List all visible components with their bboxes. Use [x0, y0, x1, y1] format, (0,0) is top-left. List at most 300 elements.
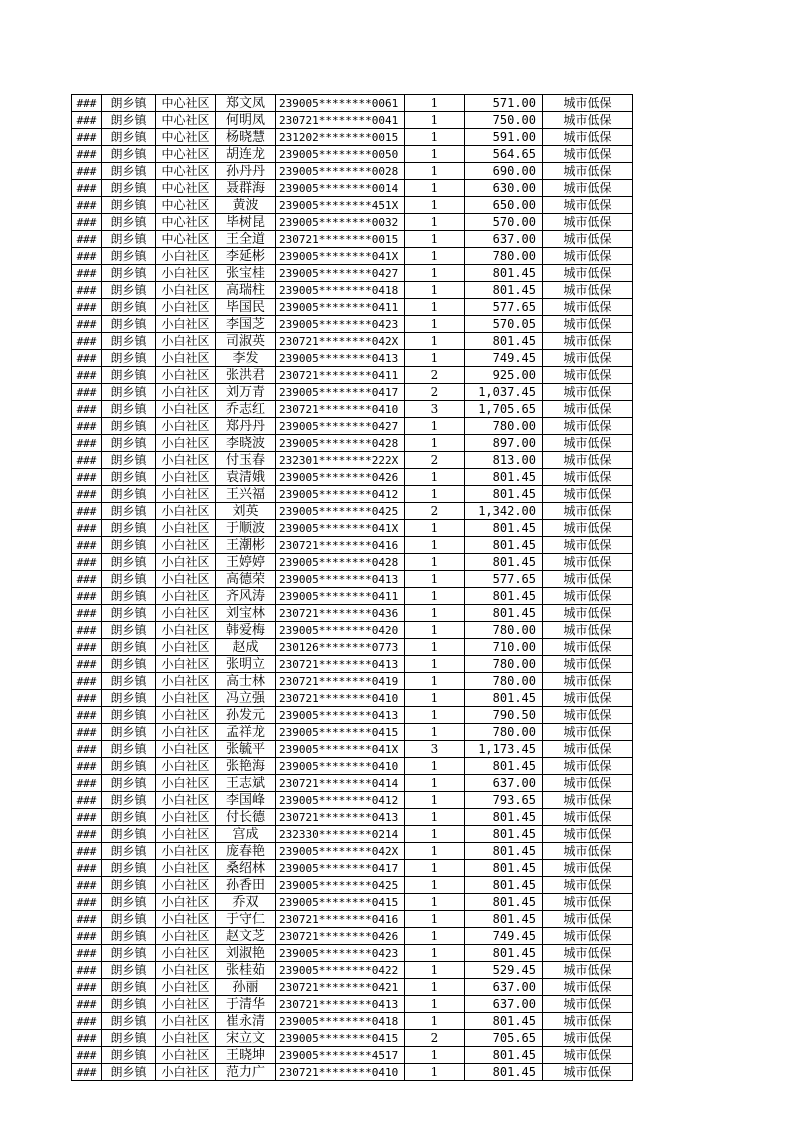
household-size-cell: 1 [405, 843, 465, 860]
town-cell: 朗乡镇 [102, 792, 156, 809]
table-row [72, 231, 633, 248]
id-number-cell: 230126********0773 [276, 639, 405, 656]
row-index-cell: ### [72, 180, 102, 197]
id-number-cell: 230721********0421 [276, 979, 405, 996]
town-cell: 朗乡镇 [102, 537, 156, 554]
name-cell: 高士林 [216, 673, 276, 690]
id-number-cell: 239005********0418 [276, 282, 405, 299]
name-cell: 司淑英 [216, 333, 276, 350]
table-row [72, 299, 633, 316]
table-row [72, 656, 633, 673]
category-cell: 城市低保 [543, 656, 633, 673]
community-cell: 小白社区 [156, 520, 216, 537]
name-cell: 王潮彬 [216, 537, 276, 554]
row-index-cell: ### [72, 503, 102, 520]
community-cell: 小白社区 [156, 333, 216, 350]
town-cell: 朗乡镇 [102, 418, 156, 435]
household-size-cell: 1 [405, 707, 465, 724]
town-cell: 朗乡镇 [102, 707, 156, 724]
table-row [72, 673, 633, 690]
id-number-cell: 232330********0214 [276, 826, 405, 843]
category-cell: 城市低保 [543, 214, 633, 231]
id-number-cell: 239005********0423 [276, 945, 405, 962]
community-cell: 小白社区 [156, 826, 216, 843]
name-cell: 何明凤 [216, 112, 276, 129]
town-cell: 朗乡镇 [102, 826, 156, 843]
category-cell: 城市低保 [543, 418, 633, 435]
household-size-cell: 2 [405, 1030, 465, 1047]
amount-cell: 801.45 [465, 1047, 543, 1064]
town-cell: 朗乡镇 [102, 112, 156, 129]
table-row [72, 180, 633, 197]
id-number-cell: 239005********0410 [276, 758, 405, 775]
household-size-cell: 1 [405, 554, 465, 571]
id-number-cell: 230721********0410 [276, 401, 405, 418]
row-index-cell: ### [72, 775, 102, 792]
amount-cell: 780.00 [465, 656, 543, 673]
name-cell: 刘宝林 [216, 605, 276, 622]
name-cell: 乔志红 [216, 401, 276, 418]
row-index-cell: ### [72, 571, 102, 588]
table-row [72, 826, 633, 843]
amount-cell: 637.00 [465, 979, 543, 996]
town-cell: 朗乡镇 [102, 1013, 156, 1030]
amount-cell: 637.00 [465, 996, 543, 1013]
amount-cell: 780.00 [465, 622, 543, 639]
town-cell: 朗乡镇 [102, 350, 156, 367]
data-table [71, 94, 633, 1081]
category-cell: 城市低保 [543, 758, 633, 775]
town-cell: 朗乡镇 [102, 384, 156, 401]
row-index-cell: ### [72, 401, 102, 418]
household-size-cell: 1 [405, 792, 465, 809]
category-cell: 城市低保 [543, 469, 633, 486]
row-index-cell: ### [72, 911, 102, 928]
category-cell: 城市低保 [543, 588, 633, 605]
household-size-cell: 1 [405, 1064, 465, 1081]
id-number-cell: 239005********041X [276, 520, 405, 537]
id-number-cell: 239005********0428 [276, 554, 405, 571]
household-size-cell: 1 [405, 350, 465, 367]
id-number-cell: 230721********0419 [276, 673, 405, 690]
town-cell: 朗乡镇 [102, 979, 156, 996]
household-size-cell: 1 [405, 299, 465, 316]
table-row [72, 1064, 633, 1081]
household-size-cell: 1 [405, 588, 465, 605]
id-number-cell: 230721********0411 [276, 367, 405, 384]
name-cell: 于清华 [216, 996, 276, 1013]
row-index-cell: ### [72, 163, 102, 180]
table-row [72, 486, 633, 503]
amount-cell: 750.00 [465, 112, 543, 129]
town-cell: 朗乡镇 [102, 690, 156, 707]
town-cell: 朗乡镇 [102, 367, 156, 384]
amount-cell: 801.45 [465, 333, 543, 350]
table-row [72, 333, 633, 350]
town-cell: 朗乡镇 [102, 605, 156, 622]
household-size-cell: 2 [405, 367, 465, 384]
town-cell: 朗乡镇 [102, 860, 156, 877]
town-cell: 朗乡镇 [102, 163, 156, 180]
id-number-cell: 239005********0413 [276, 571, 405, 588]
amount-cell: 801.45 [465, 809, 543, 826]
category-cell: 城市低保 [543, 401, 633, 418]
name-cell: 冯立强 [216, 690, 276, 707]
community-cell: 中心社区 [156, 112, 216, 129]
amount-cell: 801.45 [465, 1064, 543, 1081]
table-row [72, 469, 633, 486]
household-size-cell: 1 [405, 724, 465, 741]
household-size-cell: 1 [405, 163, 465, 180]
amount-cell: 690.00 [465, 163, 543, 180]
town-cell: 朗乡镇 [102, 775, 156, 792]
amount-cell: 801.45 [465, 469, 543, 486]
town-cell: 朗乡镇 [102, 588, 156, 605]
town-cell: 朗乡镇 [102, 520, 156, 537]
town-cell: 朗乡镇 [102, 282, 156, 299]
table-row [72, 707, 633, 724]
amount-cell: 1,342.00 [465, 503, 543, 520]
table-row [72, 316, 633, 333]
town-cell: 朗乡镇 [102, 996, 156, 1013]
household-size-cell: 1 [405, 418, 465, 435]
id-number-cell: 230721********0413 [276, 809, 405, 826]
row-index-cell: ### [72, 112, 102, 129]
amount-cell: 801.45 [465, 894, 543, 911]
id-number-cell: 230721********0426 [276, 928, 405, 945]
amount-cell: 571.00 [465, 95, 543, 112]
table-row [72, 265, 633, 282]
community-cell: 小白社区 [156, 401, 216, 418]
community-cell: 中心社区 [156, 163, 216, 180]
category-cell: 城市低保 [543, 877, 633, 894]
town-cell: 朗乡镇 [102, 197, 156, 214]
id-number-cell: 239005********0427 [276, 265, 405, 282]
category-cell: 城市低保 [543, 1047, 633, 1064]
amount-cell: 1,705.65 [465, 401, 543, 418]
community-cell: 中心社区 [156, 95, 216, 112]
name-cell: 刘淑艳 [216, 945, 276, 962]
row-index-cell: ### [72, 877, 102, 894]
town-cell: 朗乡镇 [102, 809, 156, 826]
town-cell: 朗乡镇 [102, 95, 156, 112]
town-cell: 朗乡镇 [102, 758, 156, 775]
category-cell: 城市低保 [543, 639, 633, 656]
household-size-cell: 1 [405, 758, 465, 775]
amount-cell: 801.45 [465, 690, 543, 707]
name-cell: 桑绍林 [216, 860, 276, 877]
id-number-cell: 239005********0050 [276, 146, 405, 163]
row-index-cell: ### [72, 333, 102, 350]
id-number-cell: 239005********0422 [276, 962, 405, 979]
community-cell: 小白社区 [156, 554, 216, 571]
community-cell: 小白社区 [156, 690, 216, 707]
town-cell: 朗乡镇 [102, 214, 156, 231]
row-index-cell: ### [72, 1030, 102, 1047]
table-row [72, 877, 633, 894]
category-cell: 城市低保 [543, 129, 633, 146]
row-index-cell: ### [72, 809, 102, 826]
category-cell: 城市低保 [543, 843, 633, 860]
id-number-cell: 239005********041X [276, 741, 405, 758]
category-cell: 城市低保 [543, 775, 633, 792]
amount-cell: 780.00 [465, 418, 543, 435]
household-size-cell: 2 [405, 503, 465, 520]
category-cell: 城市低保 [543, 826, 633, 843]
amount-cell: 801.45 [465, 877, 543, 894]
household-size-cell: 2 [405, 384, 465, 401]
id-number-cell: 239005********0427 [276, 418, 405, 435]
row-index-cell: ### [72, 214, 102, 231]
household-size-cell: 1 [405, 945, 465, 962]
town-cell: 朗乡镇 [102, 741, 156, 758]
table-row [72, 571, 633, 588]
id-number-cell: 239005********0415 [276, 1030, 405, 1047]
category-cell: 城市低保 [543, 962, 633, 979]
town-cell: 朗乡镇 [102, 503, 156, 520]
amount-cell: 801.45 [465, 265, 543, 282]
category-cell: 城市低保 [543, 180, 633, 197]
name-cell: 郑文凤 [216, 95, 276, 112]
amount-cell: 637.00 [465, 775, 543, 792]
name-cell: 张洪君 [216, 367, 276, 384]
row-index-cell: ### [72, 860, 102, 877]
category-cell: 城市低保 [543, 350, 633, 367]
row-index-cell: ### [72, 418, 102, 435]
name-cell: 孟祥龙 [216, 724, 276, 741]
row-index-cell: ### [72, 1013, 102, 1030]
household-size-cell: 1 [405, 248, 465, 265]
community-cell: 小白社区 [156, 809, 216, 826]
household-size-cell: 1 [405, 996, 465, 1013]
row-index-cell: ### [72, 792, 102, 809]
id-number-cell: 239005********0413 [276, 707, 405, 724]
name-cell: 张宝桂 [216, 265, 276, 282]
amount-cell: 801.45 [465, 520, 543, 537]
household-size-cell: 1 [405, 197, 465, 214]
town-cell: 朗乡镇 [102, 945, 156, 962]
name-cell: 毕国民 [216, 299, 276, 316]
community-cell: 小白社区 [156, 843, 216, 860]
household-size-cell: 1 [405, 180, 465, 197]
amount-cell: 801.45 [465, 486, 543, 503]
name-cell: 王婷婷 [216, 554, 276, 571]
town-cell: 朗乡镇 [102, 571, 156, 588]
id-number-cell: 230721********0410 [276, 690, 405, 707]
table-row [72, 758, 633, 775]
household-size-cell: 1 [405, 1013, 465, 1030]
row-index-cell: ### [72, 945, 102, 962]
id-number-cell: 239005********0415 [276, 724, 405, 741]
amount-cell: 801.45 [465, 860, 543, 877]
table-row [72, 503, 633, 520]
category-cell: 城市低保 [543, 163, 633, 180]
category-cell: 城市低保 [543, 792, 633, 809]
community-cell: 小白社区 [156, 911, 216, 928]
table-row [72, 724, 633, 741]
id-number-cell: 230721********0416 [276, 537, 405, 554]
town-cell: 朗乡镇 [102, 1030, 156, 1047]
table-row [72, 911, 633, 928]
category-cell: 城市低保 [543, 520, 633, 537]
table-row [72, 452, 633, 469]
row-index-cell: ### [72, 996, 102, 1013]
community-cell: 小白社区 [156, 588, 216, 605]
community-cell: 小白社区 [156, 605, 216, 622]
community-cell: 中心社区 [156, 180, 216, 197]
table-row [72, 1013, 633, 1030]
row-index-cell: ### [72, 537, 102, 554]
name-cell: 聂群海 [216, 180, 276, 197]
community-cell: 小白社区 [156, 724, 216, 741]
row-index-cell: ### [72, 554, 102, 571]
community-cell: 中心社区 [156, 231, 216, 248]
row-index-cell: ### [72, 758, 102, 775]
household-size-cell: 1 [405, 877, 465, 894]
table-row [72, 350, 633, 367]
amount-cell: 780.00 [465, 248, 543, 265]
table-row [72, 588, 633, 605]
name-cell: 于守仁 [216, 911, 276, 928]
table-row [72, 622, 633, 639]
row-index-cell: ### [72, 690, 102, 707]
name-cell: 毕树昆 [216, 214, 276, 231]
name-cell: 李延彬 [216, 248, 276, 265]
id-number-cell: 239005********0423 [276, 316, 405, 333]
town-cell: 朗乡镇 [102, 962, 156, 979]
table-row [72, 605, 633, 622]
category-cell: 城市低保 [543, 316, 633, 333]
category-cell: 城市低保 [543, 690, 633, 707]
category-cell: 城市低保 [543, 265, 633, 282]
town-cell: 朗乡镇 [102, 877, 156, 894]
household-size-cell: 1 [405, 282, 465, 299]
category-cell: 城市低保 [543, 741, 633, 758]
community-cell: 小白社区 [156, 622, 216, 639]
id-number-cell: 232301********222X [276, 452, 405, 469]
row-index-cell: ### [72, 350, 102, 367]
household-size-cell: 1 [405, 673, 465, 690]
community-cell: 小白社区 [156, 265, 216, 282]
town-cell: 朗乡镇 [102, 435, 156, 452]
row-index-cell: ### [72, 588, 102, 605]
row-index-cell: ### [72, 384, 102, 401]
table-row [72, 129, 633, 146]
table-row [72, 962, 633, 979]
category-cell: 城市低保 [543, 911, 633, 928]
table-row [72, 520, 633, 537]
table-row [72, 639, 633, 656]
name-cell: 孙香田 [216, 877, 276, 894]
amount-cell: 801.45 [465, 1013, 543, 1030]
category-cell: 城市低保 [543, 435, 633, 452]
household-size-cell: 2 [405, 452, 465, 469]
row-index-cell: ### [72, 129, 102, 146]
town-cell: 朗乡镇 [102, 401, 156, 418]
community-cell: 小白社区 [156, 979, 216, 996]
amount-cell: 801.45 [465, 605, 543, 622]
household-size-cell: 1 [405, 605, 465, 622]
id-number-cell: 239005********0417 [276, 384, 405, 401]
category-cell: 城市低保 [543, 503, 633, 520]
id-number-cell: 239005********0413 [276, 350, 405, 367]
id-number-cell: 239005********0411 [276, 588, 405, 605]
row-index-cell: ### [72, 265, 102, 282]
amount-cell: 710.00 [465, 639, 543, 656]
community-cell: 小白社区 [156, 894, 216, 911]
row-index-cell: ### [72, 724, 102, 741]
amount-cell: 637.00 [465, 231, 543, 248]
community-cell: 小白社区 [156, 656, 216, 673]
amount-cell: 529.45 [465, 962, 543, 979]
category-cell: 城市低保 [543, 112, 633, 129]
name-cell: 李晓波 [216, 435, 276, 452]
community-cell: 小白社区 [156, 707, 216, 724]
category-cell: 城市低保 [543, 605, 633, 622]
name-cell: 王志斌 [216, 775, 276, 792]
id-number-cell: 239005********0411 [276, 299, 405, 316]
row-index-cell: ### [72, 469, 102, 486]
community-cell: 小白社区 [156, 418, 216, 435]
category-cell: 城市低保 [543, 333, 633, 350]
row-index-cell: ### [72, 486, 102, 503]
town-cell: 朗乡镇 [102, 452, 156, 469]
category-cell: 城市低保 [543, 299, 633, 316]
row-index-cell: ### [72, 826, 102, 843]
name-cell: 赵文芝 [216, 928, 276, 945]
household-size-cell: 1 [405, 469, 465, 486]
community-cell: 小白社区 [156, 503, 216, 520]
household-size-cell: 1 [405, 520, 465, 537]
table-row [72, 741, 633, 758]
category-cell: 城市低保 [543, 571, 633, 588]
table-row [72, 996, 633, 1013]
table-row [72, 1030, 633, 1047]
row-index-cell: ### [72, 95, 102, 112]
name-cell: 于顺波 [216, 520, 276, 537]
amount-cell: 801.45 [465, 588, 543, 605]
row-index-cell: ### [72, 367, 102, 384]
id-number-cell: 230721********042X [276, 333, 405, 350]
row-index-cell: ### [72, 299, 102, 316]
id-number-cell: 239005********4517 [276, 1047, 405, 1064]
table-row [72, 860, 633, 877]
town-cell: 朗乡镇 [102, 911, 156, 928]
row-index-cell: ### [72, 928, 102, 945]
town-cell: 朗乡镇 [102, 673, 156, 690]
community-cell: 小白社区 [156, 962, 216, 979]
amount-cell: 790.50 [465, 707, 543, 724]
category-cell: 城市低保 [543, 452, 633, 469]
community-cell: 小白社区 [156, 316, 216, 333]
category-cell: 城市低保 [543, 1030, 633, 1047]
name-cell: 张艳海 [216, 758, 276, 775]
amount-cell: 577.65 [465, 571, 543, 588]
community-cell: 中心社区 [156, 214, 216, 231]
table-row [72, 384, 633, 401]
row-index-cell: ### [72, 843, 102, 860]
community-cell: 小白社区 [156, 350, 216, 367]
amount-cell: 1,037.45 [465, 384, 543, 401]
town-cell: 朗乡镇 [102, 469, 156, 486]
household-size-cell: 1 [405, 656, 465, 673]
household-size-cell: 1 [405, 486, 465, 503]
community-cell: 小白社区 [156, 435, 216, 452]
town-cell: 朗乡镇 [102, 299, 156, 316]
community-cell: 小白社区 [156, 486, 216, 503]
amount-cell: 801.45 [465, 282, 543, 299]
category-cell: 城市低保 [543, 95, 633, 112]
